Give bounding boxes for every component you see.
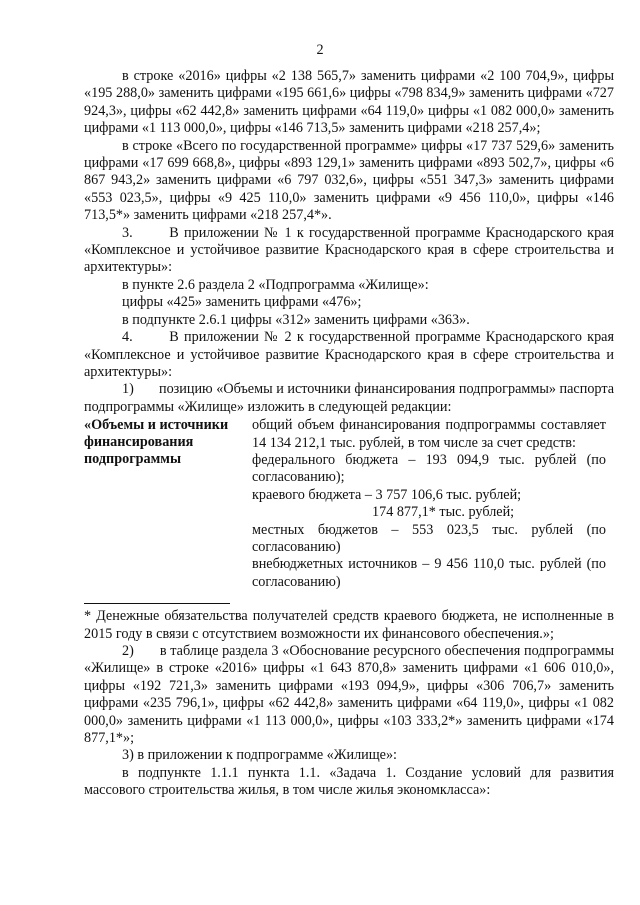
item-3-line-2: цифры «425» заменить цифрами «476»; bbox=[122, 294, 362, 311]
footnote-text: * Денежные обязательства получателей средств краевого бюджета, не исполненные в 2015 году в связи с отсутствием возможности их финансового обеспечения.»; bbox=[84, 608, 614, 642]
last-paragraph: в подпункте 1.1.1 пункта 1.1. «Задача 1. Создание условий для развития массового строительства жилья, в том числе жилья экономкласса»: bbox=[84, 764, 614, 799]
financing-regional: краевого бюджета – 3 757 106,6 тыс. рублей; bbox=[252, 486, 522, 503]
financing-local: местных бюджетов – 553 023,5 тыс. рублей (по согласованию) bbox=[252, 521, 606, 555]
item-3-line-1: в пункте 2.6 раздела 2 «Подпрограмма «Жилище»: bbox=[122, 276, 429, 293]
financing-table bbox=[84, 417, 614, 591]
item-4-sub-1: 1) позицию «Объемы и источники финансирования подпрограммы» паспорта подпрограммы «Жилище» изложить в следующей редакции: bbox=[84, 381, 614, 415]
item-4-sub-3: 3) в приложении к подпрограмме «Жилище»: bbox=[122, 747, 397, 764]
paragraph-row-2016: в строке «2016» цифры «2 138 565,7» заменить цифрами «2 100 704,9», цифры «195 288,0» заменить цифрами «195 661,6» цифры «798 834,9» заменить цифрами «727 924,3», цифры «62 442,8» заменить цифрами «64 119,0» цифры «1 082 000,0» заменить цифрами «1 113 000,0», цифры «146 713,5» заменить цифрами «218 257,4»; bbox=[84, 68, 614, 137]
financing-table-label: «Объемы и источники финансирования подпрограммы bbox=[84, 417, 229, 468]
item-4: 4. В приложении № 2 к государственной программе Краснодарского края «Комплексное и устойчивое развитие Краснодарского края в сфере строительства и архитектуры»: bbox=[84, 329, 614, 380]
item-4-sub-2: 2) в таблице раздела 3 «Обоснование ресурсного обеспечения подпрограммы «Жилище» в строке «2016» цифры «1 643 870,8» заменить цифрами «1 606 010,0», цифры «192 721,3» заменить цифрами «193 094,9», цифры «306 706,7» заменить цифрами «235 796,1», цифры «62 442,8» заменить цифрами «64 119,0», цифры «1 082 000,0» заменить цифрами «1 113 000,0», цифры «103 333,2*» заменить цифрами «174 877,1*»; bbox=[84, 643, 614, 747]
footnote bbox=[84, 608, 614, 643]
financing-extra-budget: внебюджетных источников – 9 456 110,0 тыс. рублей (по согласованию) bbox=[252, 556, 606, 590]
financing-federal: федерального бюджета – 193 094,9 тыс. рублей (по согласованию); bbox=[252, 451, 606, 486]
financing-table-values bbox=[244, 417, 606, 591]
page-number: 2 bbox=[316, 42, 324, 58]
financing-regional-extra: 174 877,1* тыс. рублей; bbox=[372, 504, 515, 521]
document-body bbox=[84, 68, 614, 800]
footnote-divider bbox=[84, 603, 230, 604]
item-3-line-3: в подпункте 2.6.1 цифры «312» заменить цифрами «363». bbox=[122, 311, 470, 328]
item-3: 3. В приложении № 1 к государственной программе Краснодарского края «Комплексное и устойчивое развитие Краснодарского края в сфере строительства и архитектуры»: bbox=[84, 224, 614, 276]
financing-total: общий объем финансирования подпрограммы составляет 14 134 212,1 тыс. рублей, в том числе за счет средств: bbox=[252, 417, 606, 451]
paragraph-row-total: в строке «Всего по государственной программе» цифры «17 737 529,6» заменить цифрами «17 699 668,8», цифры «893 129,1» заменить цифрами «893 502,7», цифры «6 867 943,2» заменить цифрами «6 797 032,6», цифры «551 347,3» заменить цифрами «553 023,5», цифры «9 425 110,0» заменить цифрами «9 456 110,0», цифры «146 713,5*» заменить цифрами «218 257,4*». bbox=[84, 137, 614, 224]
